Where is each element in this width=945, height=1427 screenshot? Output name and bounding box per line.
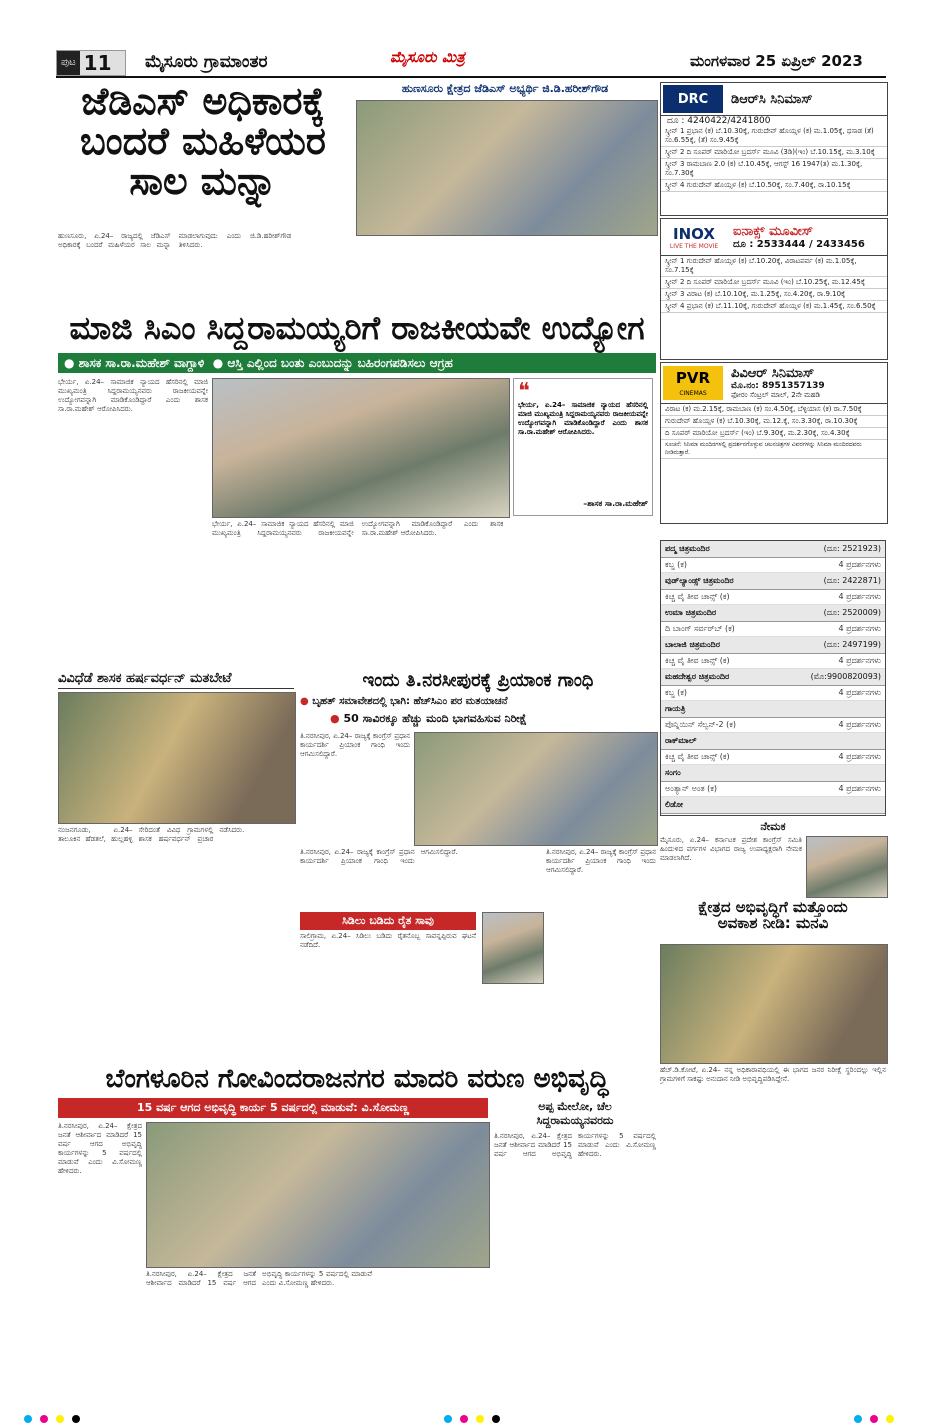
story8-side-head: ಅಪ್ಪ ಮೇಲೋ, ಚೆಲ ಸಿದ್ದರಾಮಯ್ಯನವರದು xyxy=(536,1100,614,1127)
story2-quote-text: ಭೇರ್ಯ, ಏ.24– ಸಾಮಾಜಿಕ ನ್ಯಾಯದ ಹೆಸರಿನಲ್ಲಿ ಮಾಜಿ ಮುಖ್ಯಮಂತ್ರಿ ಸಿದ್ದರಾಮಯ್ಯನವರು ರಾಜಕೀಯವನ್ನೇ ಉದ್ಯೋಗವನ್ನಾಗಿ ಮಾಡಿಕೊಂಡಿದ್ದಾರೆ ಎಂದು ಶಾಸಕ ಸಾ.ರಾ.ಮಹೇಶ್ ಆರೋಪಿಸಿದರು. xyxy=(518,401,648,436)
masthead-rule xyxy=(56,76,886,78)
cyan-dot xyxy=(444,1415,452,1423)
pvr-logo-sub: CINEMAS xyxy=(679,390,707,397)
pvr-show: ಗುರುದೇವ್ ಹೊಯ್ಸಳ (ಕ) ಬೆ.10.30ಕ್ಕೆ, ಮ.12.ಕ್ಕೆ, ಸಂ.3.30ಕ್ಕೆ, ರಾ.10.30ಕ್ಕೆ xyxy=(661,416,887,428)
section-title: ಮೈಸೂರು ಗ್ರಾಮಾಂತರ xyxy=(145,52,268,72)
yellow-dot xyxy=(476,1415,484,1423)
story8-body-rest: ತಿ.ನರಸೀಪುರ, ಏ.24– ಕ್ಷೇತ್ರದ ಜನತೆ ಆಶೀರ್ವಾದ ಮಾಡಿದರೆ 15 ವರ್ಷ ಆಗದ ಅಭಿವೃದ್ಧಿ ಕಾರ್ಯಗಳನ್ನು 5 ವರ್ಷದಲ್ಲಿ ಮಾಡುವೆ ಎಂದು ವಿ.ಸೋಮಣ್ಣ ಹೇಳಿದರು. xyxy=(146,1270,372,1287)
theatre-row xyxy=(661,573,885,590)
inox-tagline: LIVE THE MOVIE xyxy=(669,242,719,250)
theatre-row xyxy=(661,605,885,622)
theatre-row xyxy=(661,669,885,686)
quote-icon: ❝ xyxy=(518,379,530,404)
theatre-name: ಗಾಯತ್ರಿ xyxy=(665,704,686,713)
yellow-dot xyxy=(886,1415,894,1423)
story4-body-col1: ತಿ.ನರಸೀಪುರ, ಏ.24– ರಾಜ್ಯಕ್ಕೆ ಕಾಂಗ್ರೆಸ್ ಪ್ರಧಾನ ಕಾರ್ಯದರ್ಶಿ ಪ್ರಿಯಾಂಕ ಗಾಂಧಿ ಇಂದು ಆಗಮಿಸಲಿದ್ದಾರೆ. xyxy=(300,732,410,758)
story8-subhead: 15 ವರ್ಷ ಆಗದ ಅಭಿವೃದ್ಧಿ ಕಾರ್ಯ 5 ವರ್ಷದಲ್ಲಿ ಮಾಡುವೆ: ವಿ.ಸೋಮಣ್ಣ xyxy=(58,1098,488,1118)
story5-headline: ಸಿಡಿಲು ಬಡಿದು ರೈತ ಸಾವು xyxy=(300,912,476,930)
story4-subhead2: ● 50 ಸಾವಿರಕ್ಕೂ ಹೆಚ್ಚು ಮಂದಿ ಭಾಗವಹಿಸುವ ನಿರೀಕ್ಷೆ xyxy=(330,712,527,725)
story3-body: ನಂಜನಗೂಡು, ಏ.24– ತಾಲೂಕಿನ ಹೆಡತಲೆ, ಹುಲ್ಲಹಳ್ಳಿ ಸೇರಿದಂತೆ ವಿವಿಧ ಗ್ರಾಮಗಳಲ್ಲಿ ಶಾಸಕ ಹರ್ಷವರ್ಧನ್ ಪ್ರಚಾರ ನಡೆಸಿದರು. xyxy=(58,826,245,843)
story4-subhead1: ● ಬೃಹತ್ ಸಮಾವೇಶದಲ್ಲಿ ಭಾಗಿ: ಹೆಚ್‌ಸಿಎಂ ಪರ ಮತಯಾಚನೆ xyxy=(300,696,508,707)
bullet-icon: ● xyxy=(330,712,340,725)
story5-body: ಸಾಲಿಗ್ರಾಮ, ಏ.24– ಸಿಡಿಲು ಬಡಿದು ರೈತನೊಬ್ಬ ಸಾವನ್ನಪ್ಪಿರುವ ಘಟನೆ ನಡೆದಿದೆ. xyxy=(300,932,476,949)
theatre-phone: (ದೂ: 2422871) xyxy=(823,576,881,585)
theatre-name: ವುಡ್‌ಲ್ಯಾಂಡ್ಸ್ ಚಿತ್ರಮಂದಿರ xyxy=(665,576,734,585)
theatre-phone: (ದೂ: 2520009) xyxy=(823,608,881,617)
show-count: 4 ಪ್ರದರ್ಶನಗಳು xyxy=(838,784,881,793)
theatre-name: ಬಾಲಾಜಿ ಚಿತ್ರಮಂದಿರ xyxy=(665,640,720,649)
magenta-dot xyxy=(870,1415,878,1423)
theatre-row xyxy=(661,637,885,654)
show-count: 4 ಪ್ರದರ್ಶನಗಳು xyxy=(838,688,881,697)
film-title: ಕಿಚ್ಚ ವೈ ತೀವ ಚಾನ್ಸ್ (ಕ) xyxy=(665,656,730,665)
theatre-film-row xyxy=(661,558,885,573)
theatre-film-row xyxy=(661,590,885,605)
theatre-film-row xyxy=(661,782,885,797)
story1-photo-caption: ಹುಣಸೂರು ಕ್ಷೇತ್ರದ ಜೆಡಿಎಸ್ ಅಭ್ಯರ್ಥಿ ಜಿ.ಡಿ.ಹರೀಶ್‌ಗೌಡ xyxy=(355,80,655,98)
story4-headline: ಇಂದು ತಿ.ನರಸೀಪುರಕ್ಕೆ ಪ್ರಿಯಾಂಕ ಗಾಂಧಿ xyxy=(362,670,594,691)
pvr-address: ಫೋರಂ ಸೆಂಟ್ರಲ್ ಮಾಲ್, 2ನೇ ಮಹಡಿ xyxy=(731,391,821,399)
story2-subhead2: ಆಸ್ತಿ ಎಲ್ಲಿಂದ ಬಂತು ಎಂಬುದನ್ನು ಬಹಿರಂಗಪಡಿಸಲು ಆಗ್ರಹ xyxy=(227,355,453,370)
theatre-phone: (ದೂ: 2521923) xyxy=(823,544,881,553)
story2-quote-box xyxy=(513,378,653,516)
registration-dots-left xyxy=(20,1408,84,1427)
story2-subhead-bar xyxy=(58,353,656,373)
story2-body-col1: ಭೇರ್ಯ, ಏ.24– ಸಾಮಾಜಿಕ ನ್ಯಾಯದ ಹೆಸರಿನಲ್ಲಿ ಮಾಜಿ ಮುಖ್ಯಮಂತ್ರಿ ಸಿದ್ದರಾಮಯ್ಯನವರು ರಾಜಕೀಯವನ್ನೇ ಉದ್ಯೋಗವನ್ನಾಗಿ ಮಾಡಿಕೊಂಡಿದ್ದಾರೆ ಎಂದು ಶಾಸಕ ಸಾ.ರಾ.ಮಹೇಶ್ ಆರೋಪಿಸಿದರು. xyxy=(58,378,208,413)
theatre-name: ಸಂಗಂ xyxy=(665,768,681,777)
film-title: ಕಿಚ್ಚ ವೈ ತೀವ ಚಾನ್ಸ್ (ಕ) xyxy=(665,752,730,761)
story4-body-rest: ತಿ.ನರಸೀಪುರ, ಏ.24– ರಾಜ್ಯಕ್ಕೆ ಕಾಂಗ್ರೆಸ್ ಪ್ರಧಾನ ಕಾರ್ಯದರ್ಶಿ ಪ್ರಿಯಾಂಕ ಗಾಂಧಿ ಇಂದು ಆಗಮಿಸಲಿದ್ದಾರೆ. xyxy=(300,848,458,865)
pvr-logo: PVR xyxy=(675,369,711,387)
pvr-note: ಸೂಚನೆ: ಸಿನಿಮಾ ಮಂದಿರಗಳಲ್ಲಿ ಪ್ರದರ್ಶನಗೊಳ್ಳುವ ಚಲನಚಿತ್ರಗಳ ವಿವರಗಳನ್ನು ಸಿನಿಮಾ ಮಂದಿರದವರು ನೀಡಿರುತ್ತಾರೆ. xyxy=(661,440,887,459)
bullet-icon: ● xyxy=(64,356,79,370)
inox-phone: ದೂ : 2533444 / 2433456 xyxy=(733,239,865,250)
pvr-show: ದಿ ಸೂಪರ್ ಮಾರಿಯೋ ಬ್ರದರ್ಸ್ (ಇಂ) ಬೆ.9.30ಕ್ಕೆ, ಮ.2.30ಕ್ಕೆ, ಸಂ.4.30ಕ್ಕೆ xyxy=(661,428,887,440)
story2-photo xyxy=(212,378,510,518)
pvr-title: ಪಿವಿಆರ್ ಸಿನಿಮಾಸ್ xyxy=(731,366,815,381)
story3-photo xyxy=(58,692,296,824)
inox-logo: INOX xyxy=(673,224,715,243)
theatre-film-row xyxy=(661,750,885,765)
drc-phone: ದೂ : 4240422/4241800 xyxy=(667,116,771,126)
registration-dots-right xyxy=(850,1408,898,1427)
theatre-listing xyxy=(660,540,886,816)
yellow-dot xyxy=(56,1415,64,1423)
show-count: 4 ಪ್ರದರ್ಶನಗಳು xyxy=(838,592,881,601)
story8-body-col1: ತಿ.ನರಸೀಪುರ, ಏ.24– ಕ್ಷೇತ್ರದ ಜನತೆ ಆಶೀರ್ವಾದ ಮಾಡಿದರೆ 15 ವರ್ಷ ಆಗದ ಅಭಿವೃದ್ಧಿ ಕಾರ್ಯಗಳನ್ನು 5 ವರ್ಷದಲ್ಲಿ ಮಾಡುವೆ ಎಂದು ವಿ.ಸೋಮಣ್ಣ ಹೇಳಿದರು. xyxy=(58,1122,142,1175)
drc-show: ಸ್ಕ್ರೀನ್ 1 ಪ್ರಭಾನ (ಕ) ಬೆ.10.30ಕ್ಕೆ, ಗುರುದೇವ್ ಹೊಯ್ಸಳ (ಕ) ಮ.1.05ಕ್ಕೆ, ಧಸಾಡ (ತೆ) ಸಂ.6.55ಕ್ಕೆ, (ತೆ) ಸಂ.9.45ಕ್ಕೆ xyxy=(661,126,887,147)
story6-headline: ನೇಮಕ xyxy=(760,820,786,833)
theatre-row xyxy=(661,701,885,718)
drc-logo: DRC xyxy=(663,85,723,113)
drc-show: ಸ್ಕ್ರೀನ್ 2 ದಿ ಸೂಪರ್ ಮಾರಿಯೋ ಬ್ರದರ್ಸ್ ಮೂವಿ (3ಡಿ)(ಇಂ) ಬೆ.10.15ಕ್ಕೆ, ಮ.3.10ಕ್ಕೆ xyxy=(661,147,887,159)
paper-logo: ಮೈಸೂರು ಮಿತ್ರ xyxy=(390,48,465,66)
story5-photo xyxy=(482,912,544,984)
inox-box xyxy=(660,218,888,360)
theatre-name: ರಾಕ್‌ಮಾಲ್ xyxy=(665,736,697,745)
story7-headline: ಕ್ಷೇತ್ರದ ಅಭಿವೃದ್ಧಿಗೆ ಮತ್ತೊಂದು ಅವಕಾಶ ನೀಡಿ: ಮನವಿ xyxy=(698,898,848,932)
drc-title: ಡಿಆರ್‌ಸಿ ಸಿನಿಮಾಸ್ xyxy=(731,91,813,107)
show-count: 4 ಪ್ರದರ್ಶನಗಳು xyxy=(838,560,881,569)
story1-body: ಹುಣಸೂರು, ಏ.24– ರಾಜ್ಯದಲ್ಲಿ ಜೆಡಿಎಸ್ ಅಧಿಕಾರಕ್ಕೆ ಬಂದರೆ ಮಹಿಳೆಯರ ಸಾಲ ಮನ್ನಾ ಮಾಡಲಾಗುವುದು ಎಂದು ಜಿ.ಡಿ.ಹರೀಶ್‌ಗೌಡ ತಿಳಿಸಿದರು. xyxy=(58,232,292,249)
registration-dots-center xyxy=(440,1408,504,1427)
theatre-film-row xyxy=(661,622,885,637)
masthead xyxy=(0,0,945,78)
film-title: ದಿ ಬಾಂಗ್ ಸರ್ವರ್‌ಬ್ (ಕ) xyxy=(665,624,735,633)
drc-show: ಸ್ಕ್ರೀನ್ 4 ಗುರುದೇವ್ ಹೊಯ್ಸಳ (ಕ) ಬೆ.10.50ಕ್ಕೆ, ಸಂ.7.40ಕ್ಕೆ, ರಾ.10.15ಕ್ಕೆ xyxy=(661,180,887,192)
film-title: ಕಬ್ಜ (ಕ) xyxy=(665,688,687,697)
show-count: 4 ಪ್ರದರ್ಶನಗಳು xyxy=(838,624,881,633)
drc-cinemas-box xyxy=(660,82,888,216)
film-title: ಪೊನ್ನಿಯಿನ್ ಸೆಲ್ವನ್-2 (ಕ) xyxy=(665,720,736,729)
theatre-film-row xyxy=(661,686,885,701)
theatre-name: ಲಿಡೋ xyxy=(665,800,683,809)
magenta-dot xyxy=(40,1415,48,1423)
black-dot xyxy=(72,1415,80,1423)
pvr-phone: ಮೊ.ನಂ: 8951357139 xyxy=(731,381,825,391)
bullet-icon: ● xyxy=(300,696,309,707)
magenta-dot xyxy=(460,1415,468,1423)
bullet-icon: ● xyxy=(204,356,228,370)
story3-headline: ವಿವಿಧೆಡೆ ಶಾಸಕ ಹರ್ಷವರ್ಧನ್ ಮತಬೇಟೆ xyxy=(58,672,294,689)
film-title: ಕಬ್ಜ (ಕ) xyxy=(665,560,687,569)
show-count: 4 ಪ್ರದರ್ಶನಗಳು xyxy=(838,656,881,665)
film-title: ಅಂತ್ಯಾನ್ ಅಂತ (ಕ) xyxy=(665,784,718,793)
story2-headline: ಮಾಜಿ ಸಿಎಂ ಸಿದ್ದರಾಮಯ್ಯರಿಗೆ ರಾಜಕೀಯವೇ ಉದ್ಯೋಗ xyxy=(69,309,645,347)
story4-body-right: ತಿ.ನರಸೀಪುರ, ಏ.24– ರಾಜ್ಯಕ್ಕೆ ಕಾಂಗ್ರೆಸ್ ಪ್ರಧಾನ ಕಾರ್ಯದರ್ಶಿ ಪ್ರಿಯಾಂಕ ಗಾಂಧಿ ಇಂದು ಆಗಮಿಸಲಿದ್ದಾರೆ. xyxy=(546,848,656,874)
story6-photo xyxy=(806,836,888,898)
page-number-box xyxy=(56,50,126,76)
story1-headline: ಜೆಡಿಎಸ್ ಅಧಿಕಾರಕ್ಕೆ ಬಂದರೆ ಮಹಿಳೆಯರ ಸಾಲ ಮನ್ನಾ xyxy=(80,79,326,203)
show-count: 4 ಪ್ರದರ್ಶನಗಳು xyxy=(838,720,881,729)
cyan-dot xyxy=(854,1415,862,1423)
cyan-dot xyxy=(24,1415,32,1423)
story2-subhead1: ಶಾಸಕ ಸಾ.ರಾ.ಮಹೇಶ್ ವಾಗ್ದಾಳಿ xyxy=(78,355,205,370)
story1-photo xyxy=(356,100,658,236)
theatre-row xyxy=(661,765,885,782)
inox-title: ಐನಾಕ್ಸ್ ಮೂವೀಸ್ xyxy=(733,224,813,239)
page-label: ಪುಟ xyxy=(57,51,80,75)
story8-side-body: ತಿ.ನರಸೀಪುರ, ಏ.24– ಕ್ಷೇತ್ರದ ಜನತೆ ಆಶೀರ್ವಾದ ಮಾಡಿದರೆ 15 ವರ್ಷ ಆಗದ ಅಭಿವೃದ್ಧಿ ಕಾರ್ಯಗಳನ್ನು 5 ವರ್ಷದಲ್ಲಿ ಮಾಡುವೆ ಎಂದು ವಿ.ಸೋಮಣ್ಣ ಹೇಳಿದರು. xyxy=(494,1132,656,1158)
theatre-name: ಉಮಾ ಚಿತ್ರಮಂದಿರ xyxy=(665,608,717,617)
black-dot xyxy=(492,1415,500,1423)
theatre-name: ಮಹದೇಶ್ವರ ಚಿತ್ರಮಂದಿರ xyxy=(665,672,730,681)
inox-show: ಸ್ಕ್ರೀನ್ 4 ಪ್ರಭಾನ (ಕ) ಬೆ.11.10ಕ್ಕೆ, ಗುರುದೇವ್ ಹೊಯ್ಸಳ (ಕ) ಮ.1.45ಕ್ಕೆ, ಸಂ.6.50ಕ್ಕೆ xyxy=(661,301,887,313)
show-count: 4 ಪ್ರದರ್ಶನಗಳು xyxy=(838,752,881,761)
theatre-film-row xyxy=(661,654,885,669)
pvr-box xyxy=(660,362,888,524)
inox-show: ಸ್ಕ್ರೀನ್ 3 ವಿರಾಟ (ಕ) ಬೆ.10.10ಕ್ಕೆ, ಮ.1.25ಕ್ಕೆ, ಸಂ.4.20ಕ್ಕೆ, ರಾ.9.10ಕ್ಕೆ xyxy=(661,289,887,301)
theatre-film-row xyxy=(661,814,885,816)
theatre-row xyxy=(661,797,885,814)
film-title: ಕಿಚ್ಚ ವೈ ತೀವ ಚಾನ್ಸ್ (ಕ) xyxy=(665,592,730,601)
story7-body: ಹೆಚ್.ಡಿ.ಕೋಟೆ, ಏ.24– ನನ್ನ ಅಧಿಕಾರಾವಧಿಯಲ್ಲಿ ಈ ಭಾಗದ ಜನರ ನಿರೀಕ್ಷೆ ಸ್ಥರಿಂದಲ್ಲು ಇಲ್ಲಿನ ಗ್ರಾಮಗಳಿಗೆ ಸಾಕಷ್ಟು ಅನುದಾನ ನೀಡಿ ಅಭಿವೃದ್ಧಿಪಡಿಸಿದ್ದೇನೆ. xyxy=(660,1066,886,1083)
inox-show: ಸ್ಕ್ರೀನ್ 2 ದಿ ಸೂಪರ್ ಮಾರಿಯೋ ಬ್ರದರ್ಸ್ ಮೂವಿ (ಇಂ) ಬೆ.10.25ಕ್ಕೆ, ಮ.12.45ಕ್ಕೆ xyxy=(661,277,887,289)
pvr-show: ವಿರಾಟ (ಕ) ಮ.2.15ಕ್ಕೆ, ರಾಮಬಾಣ (ಕ) ಸಂ.4.50ಕ್ಕೆ, ಬೆಳ್ಳಿಯಾಸ (ಕ) ರಾ.7.50ಕ್ಕೆ xyxy=(661,404,887,416)
story8-photo xyxy=(146,1122,490,1268)
theatre-row xyxy=(661,541,885,558)
story7-photo xyxy=(660,944,888,1064)
story4-photo xyxy=(414,732,658,846)
theatre-name: ಪದ್ಮ ಚಿತ್ರಮಂದಿರ xyxy=(665,544,710,553)
issue-date: ಮಂಗಳವಾರ 25 ಏಪ್ರಿಲ್ 2023 xyxy=(690,52,863,70)
inox-show: ಸ್ಕ್ರೀನ್ 1 ಗುರುದೇವ್ ಹೊಯ್ಸಳ (ಕ) ಬೆ.10.20ಕ್ಕೆ, ವಿರಾಟಪರ್ವ (ಕ) ಮ.1.05ಕ್ಕೆ, ಸಂ.7.15ಕ್ಕೆ xyxy=(661,256,887,277)
story2-body-rest: ಭೇರ್ಯ, ಏ.24– ಸಾಮಾಜಿಕ ನ್ಯಾಯದ ಹೆಸರಿನಲ್ಲಿ ಮಾಜಿ ಮುಖ್ಯಮಂತ್ರಿ ಸಿದ್ದರಾಮಯ್ಯನವರು ರಾಜಕೀಯವನ್ನೇ ಉದ್ಯೋಗವನ್ನಾಗಿ ಮಾಡಿಕೊಂಡಿದ್ದಾರೆ ಎಂದು ಶಾಸಕ ಸಾ.ರಾ.ಮಹೇಶ್ ಆರೋಪಿಸಿದರು. xyxy=(212,520,504,537)
story8-headline: ಬೆಂಗಳೂರಿನ ಗೋವಿಂದರಾಜನಗರ ಮಾದರಿ ವರುಣ ಅಭಿವೃದ್ಧಿ xyxy=(105,1064,609,1094)
theatre-film-row xyxy=(661,718,885,733)
theatre-row xyxy=(661,733,885,750)
story2-quote-attrib: –ಶಾಸಕ ಸಾ.ರಾ.ಮಹೇಶ್ xyxy=(583,499,648,508)
page-number: 11 xyxy=(83,51,112,75)
theatre-phone: (ಮೊ:9900820093) xyxy=(810,672,881,681)
story6-body: ಮೈಸೂರು, ಏ.24– ಕರ್ನಾಟಕ ಪ್ರದೇಶ ಕಾಂಗ್ರೆಸ್ ಸಮಿತಿ ಹಿಂದುಳಿದ ವರ್ಗಗಳ ವಿಭಾಗದ ರಾಜ್ಯ ಉಪಾಧ್ಯಕ್ಷರಾಗಿ ನೇಮಕ ಮಾಡಲಾಗಿದೆ. xyxy=(660,836,802,862)
drc-show: ಸ್ಕ್ರೀನ್ 3 ರಾಮಬಾಣ 2.0 (ಕ) ಬೆ.10.45ಕ್ಕೆ, ಆಗಸ್ಟ್ 16 1947(ತ) ಮ.1.30ಕ್ಕೆ, ಸಂ.7.30ಕ್ಕೆ xyxy=(661,159,887,180)
theatre-phone: (ದೂ: 2497199) xyxy=(823,640,881,649)
